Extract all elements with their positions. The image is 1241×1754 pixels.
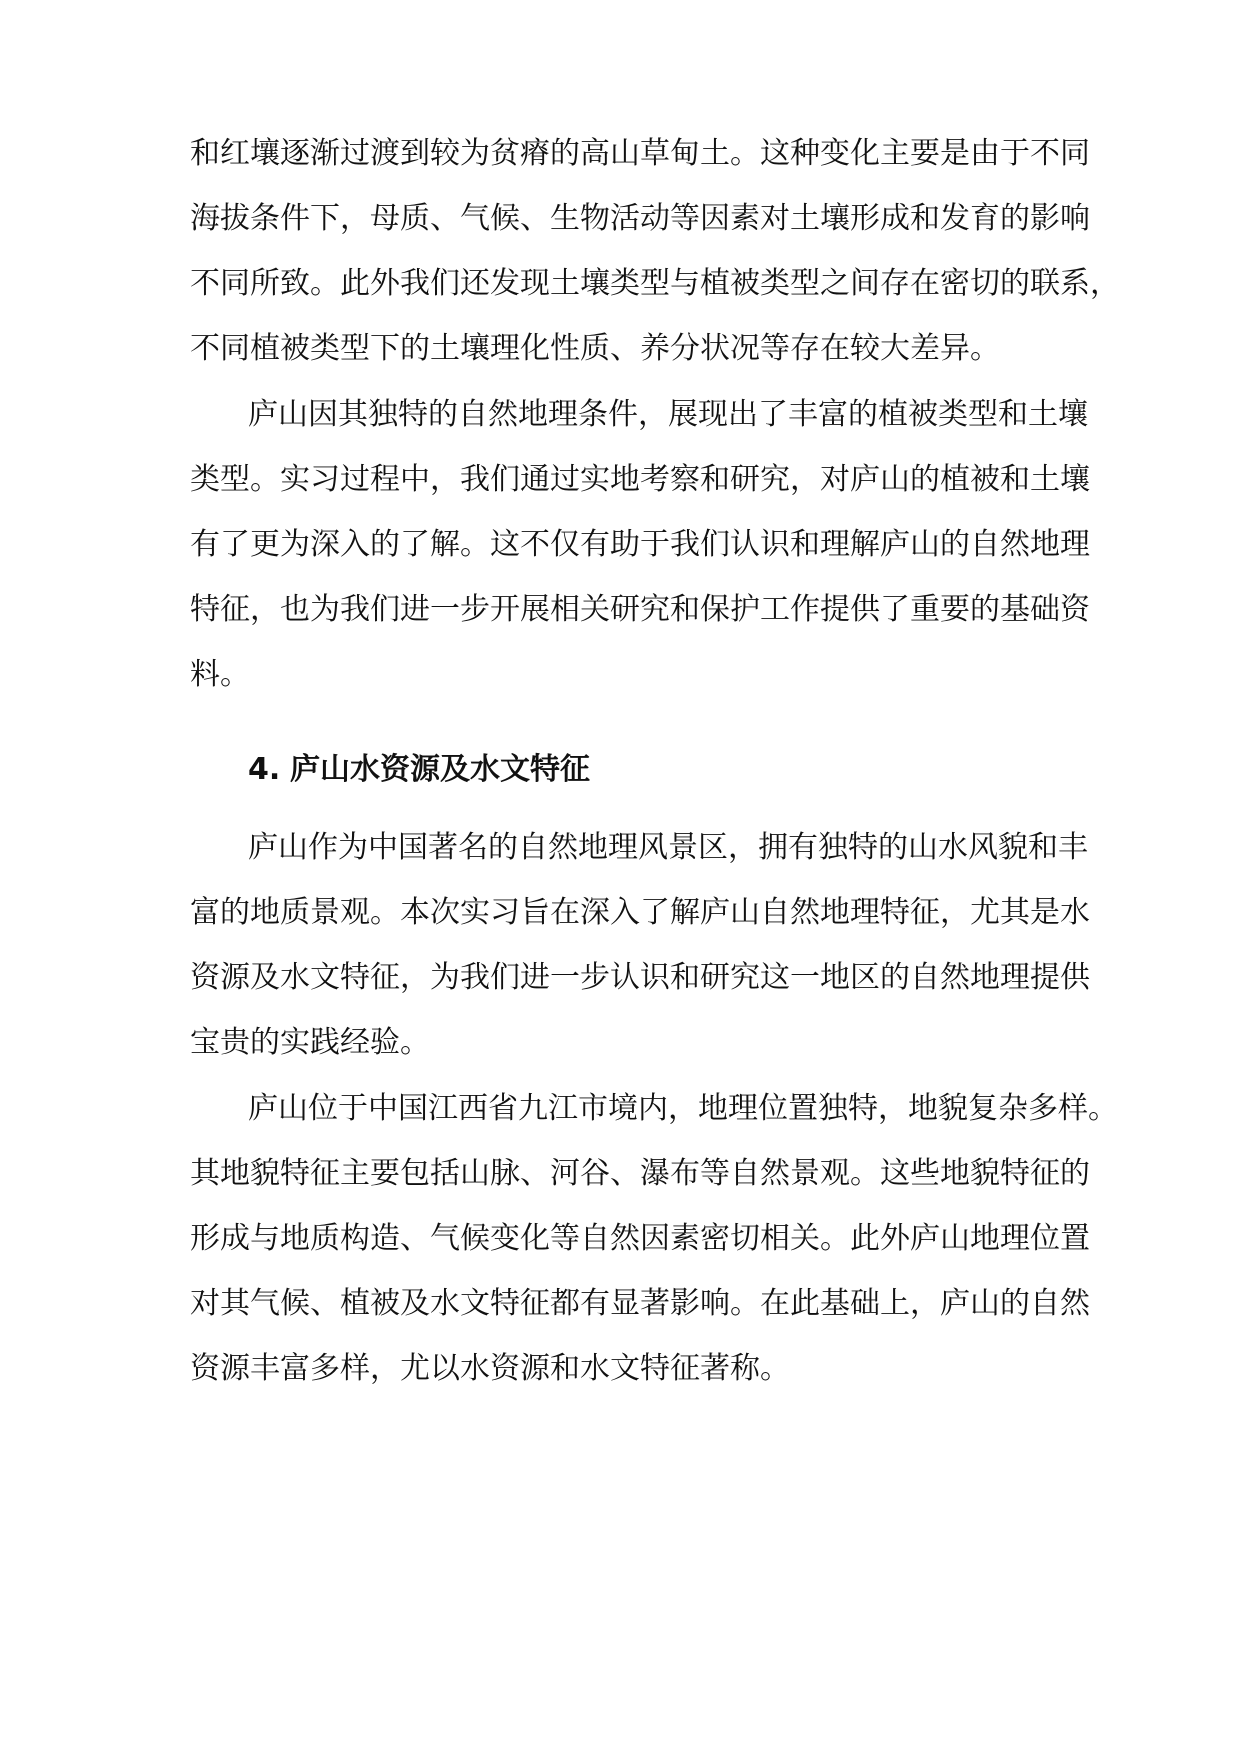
- section-number: 4.: [248, 752, 281, 787]
- paragraph-line: 海拔条件下，母质、气候、生物活动等因素对土壤形成和发育的影响: [190, 201, 1090, 236]
- section-title: 庐山水资源及水文特征: [290, 752, 590, 787]
- paragraph-line: 有了更为深入的了解。这不仅有助于我们认识和理解庐山的自然地理: [190, 527, 1090, 562]
- paragraph-line: 资源丰富多样，尤以水资源和水文特征著称。: [190, 1351, 790, 1386]
- paragraph-line: 类型。实习过程中，我们通过实地考察和研究，对庐山的植被和土壤: [190, 462, 1090, 497]
- paragraph-line: 特征，也为我们进一步开展相关研究和保护工作提供了重要的基础资: [190, 592, 1090, 627]
- paragraph-line: 形成与地质构造、气候变化等自然因素密切相关。此外庐山地理位置: [190, 1221, 1090, 1256]
- paragraph-line: 庐山作为中国著名的自然地理风景区，拥有独特的山水风貌和丰: [248, 830, 1088, 865]
- paragraph-line: 对其气候、植被及水文特征都有显著影响。在此基础上，庐山的自然: [190, 1286, 1090, 1321]
- paragraph-line: 其地貌特征主要包括山脉、河谷、瀑布等自然景观。这些地貌特征的: [190, 1156, 1090, 1191]
- section-heading: [248, 750, 590, 790]
- paragraph-line: 资源及水文特征，为我们进一步认识和研究这一地区的自然地理提供: [190, 960, 1090, 995]
- paragraph-line: 和红壤逐渐过渡到较为贫瘠的高山草甸土。这种变化主要是由于不同: [190, 136, 1090, 171]
- paragraph-line: 不同植被类型下的土壤理化性质、养分状况等存在较大差异。: [190, 331, 1000, 366]
- paragraph-line: 料。: [190, 657, 250, 692]
- paragraph-line: 富的地质景观。本次实习旨在深入了解庐山自然地理特征，尤其是水: [190, 895, 1090, 930]
- paragraph-line: 宝贵的实践经验。: [190, 1025, 430, 1060]
- paragraph-line: 庐山位于中国江西省九江市境内，地理位置独特，地貌复杂多样。: [248, 1091, 1118, 1126]
- paragraph-line: 不同所致。此外我们还发现土壤类型与植被类型之间存在密切的联系，: [190, 266, 1120, 301]
- paragraph-line: 庐山因其独特的自然地理条件，展现出了丰富的植被类型和土壤: [248, 397, 1088, 432]
